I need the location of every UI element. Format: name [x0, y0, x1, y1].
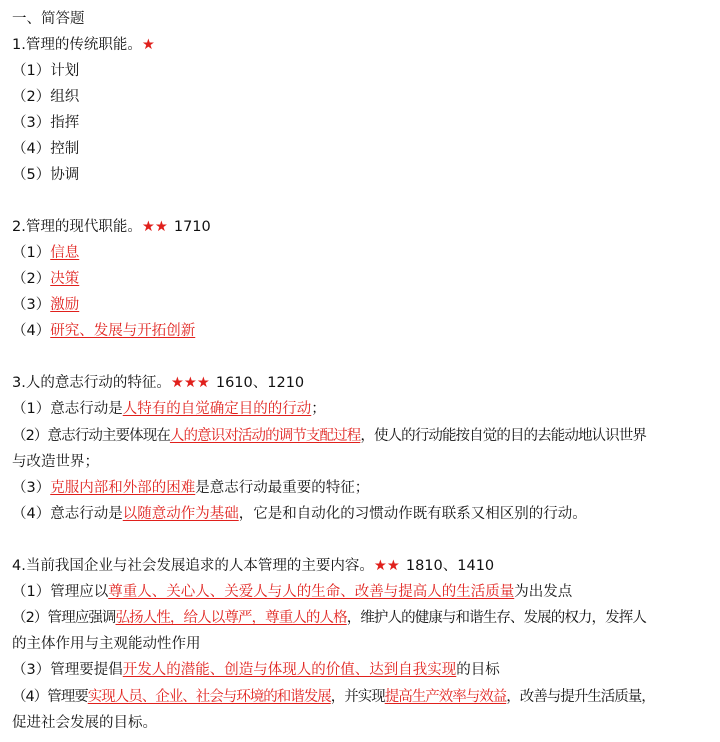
section-heading: 一、简答题 [12, 11, 85, 27]
star-rating: ★★★ [170, 375, 210, 391]
question-4-item-4: （4）管理要实现人员、企业、社会与环境的和谐发展，并实现提高生产效率与效益，改善与提升生活质量， [12, 689, 655, 705]
question-3-item-4: （4）意志行动是以随意动作为基础，它是和自动化的习惯动作既有联系又相区别的行动。 [12, 506, 587, 522]
question-3-item-2: （2）意志行动主要体现在人的意识对活动的调节支配过程，使人的行动能按自觉的目的去能动地认识世界 [12, 428, 646, 444]
question-4-title: 4.当前我国企业与社会发展追求的人本管理的主要内容。★★ 1810、1410 [12, 558, 495, 574]
question-1-title: 1.管理的传统职能。★ [12, 37, 155, 53]
question-3-item-3: （3）克服内部和外部的困难是意志行动最重要的特征； [12, 480, 370, 496]
question-1-item-5: （5）协调 [12, 167, 80, 183]
highlight-key-point: 以随意动作为基础 [122, 506, 239, 522]
question-4-item-2: （2）管理应强调弘扬人性，给人以尊严，尊重人的人格，维护人的健康与和谐生存、发展的权力，发挥人 [12, 610, 646, 626]
exam-codes: 1810、1410 [405, 558, 495, 574]
highlight-key-point: 研究、发展与开拓创新 [50, 323, 196, 339]
highlight-key-point: 人的意识对活动的调节支配过程 [169, 428, 361, 444]
highlight-key-point: 克服内部和外部的困难 [50, 480, 196, 496]
highlight-key-point: 激励 [50, 297, 80, 313]
exam-codes: 1710 [173, 219, 211, 235]
question-2-item-3: （3）激励 [12, 297, 80, 313]
question-4-item-2-continued: 的主体作用与主观能动性作用 [12, 636, 201, 652]
question-1-item-1: （1）计划 [12, 63, 80, 79]
question-1-item-4: （4）控制 [12, 141, 80, 157]
star-rating: ★★ [141, 219, 168, 235]
question-3-title: 3.人的意志行动的特征。★★★ 1610、1210 [12, 375, 305, 391]
question-1-item-3: （3）指挥 [12, 115, 80, 131]
question-1-item-2: （2）组织 [12, 89, 80, 105]
star-rating: ★★ [373, 558, 400, 574]
star-rating: ★ [141, 37, 155, 53]
question-4-item-4-continued: 促进社会发展的目标。 [12, 715, 157, 731]
highlight-key-point: 信息 [50, 245, 80, 261]
question-4-item-1: （1）管理应以尊重人、关心人、关爱人与人的生命、改善与提高人的生活质量为出发点 [12, 584, 573, 600]
highlight-key-point: 决策 [50, 271, 80, 287]
exam-codes: 1610、1210 [215, 375, 305, 391]
question-3-item-1: （1）意志行动是人特有的自觉确定目的的行动； [12, 401, 326, 417]
highlight-key-point: 实现人员、企业、社会与环境的和谐发展 [87, 689, 331, 705]
highlight-key-point: 开发人的潜能、创造与体现人的价值、达到自我实现 [122, 662, 457, 678]
question-4-item-3: （3）管理要提倡开发人的潜能、创造与体现人的价值、达到自我实现的目标 [12, 662, 500, 678]
question-2-item-4: （4）研究、发展与开拓创新 [12, 323, 196, 339]
question-2-item-2: （2）决策 [12, 271, 80, 287]
question-2-title: 2.管理的现代职能。★★ 1710 [12, 219, 211, 235]
highlight-key-point: 弘扬人性，给人以尊严，尊重人的人格 [115, 610, 347, 626]
highlight-key-point: 尊重人、关心人、关爱人与人的生命、改善与提高人的生活质量 [108, 584, 515, 600]
question-2-item-1: （1）信息 [12, 245, 80, 261]
question-3-item-2-continued: 与改造世界； [12, 454, 99, 470]
highlight-key-point: 提高生产效率与效益 [384, 689, 507, 705]
highlight-key-point: 人特有的自觉确定目的的行动 [122, 401, 312, 417]
